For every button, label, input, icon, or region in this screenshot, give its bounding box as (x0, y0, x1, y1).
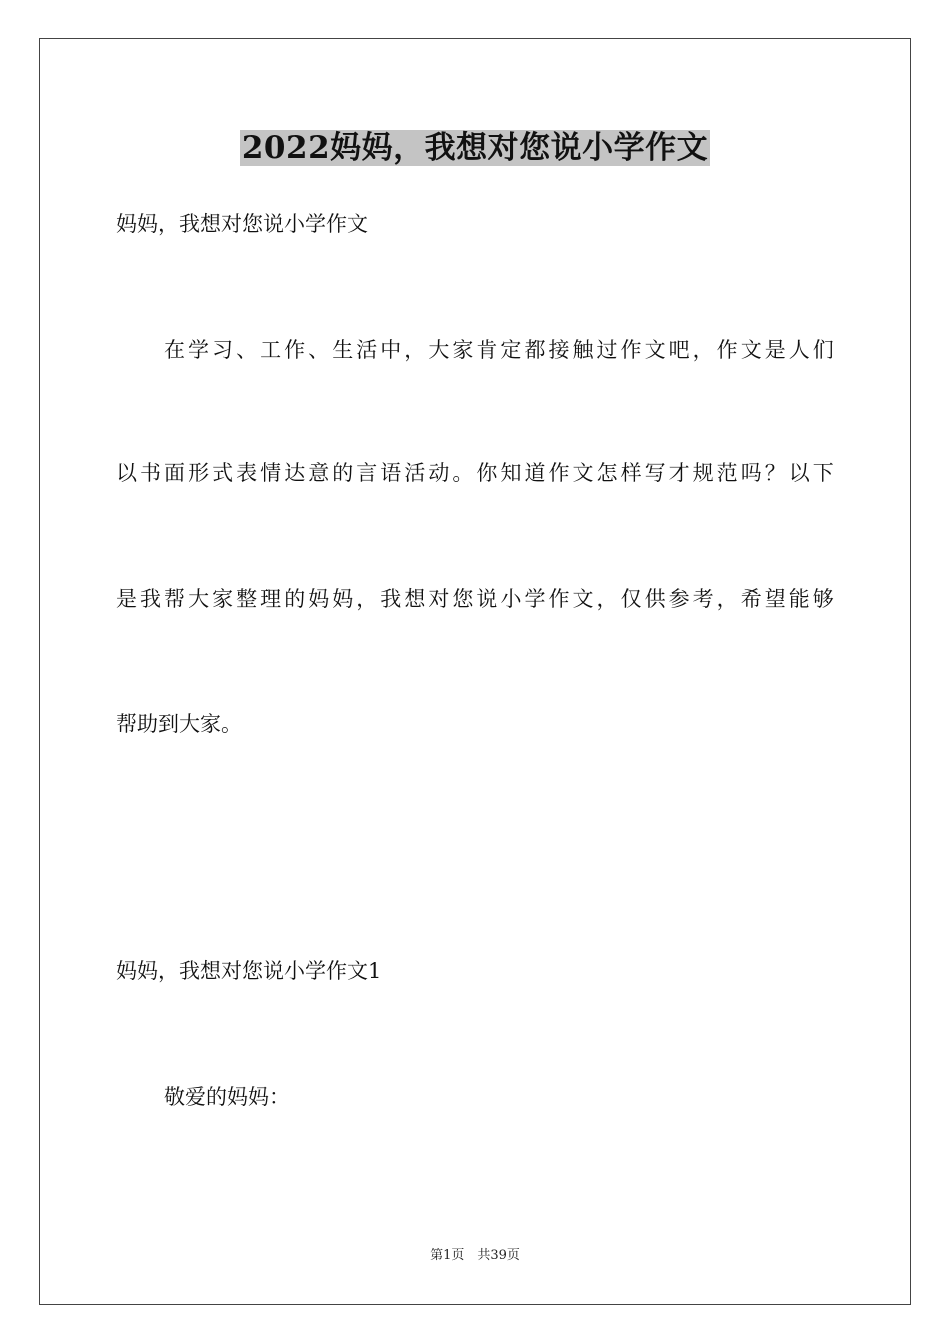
document-title (0, 128, 950, 168)
page-indicator: 第1页 共39页 (430, 1248, 520, 1263)
salutation: 敬爱的妈妈： (164, 1085, 290, 1109)
page-footer (0, 1247, 950, 1265)
section-heading: 妈妈，我想对您说小学作文1 (116, 959, 382, 983)
intro-line-2: 以书面形式表情达意的言语活动。你知道作文怎样写才规范吗？以下 (116, 461, 834, 485)
intro-line-3: 是我帮大家整理的妈妈，我想对您说小学作文，仅供参考，希望能够 (116, 587, 834, 611)
intro-line-1: 在学习、工作、生活中，大家肯定都接触过作文吧，作文是人们 (164, 338, 834, 362)
document-subtitle: 妈妈，我想对您说小学作文 (116, 212, 368, 236)
document-title-text: 2022妈妈，我想对您说小学作文 (241, 130, 709, 166)
intro-line-4: 帮助到大家。 (116, 712, 242, 736)
